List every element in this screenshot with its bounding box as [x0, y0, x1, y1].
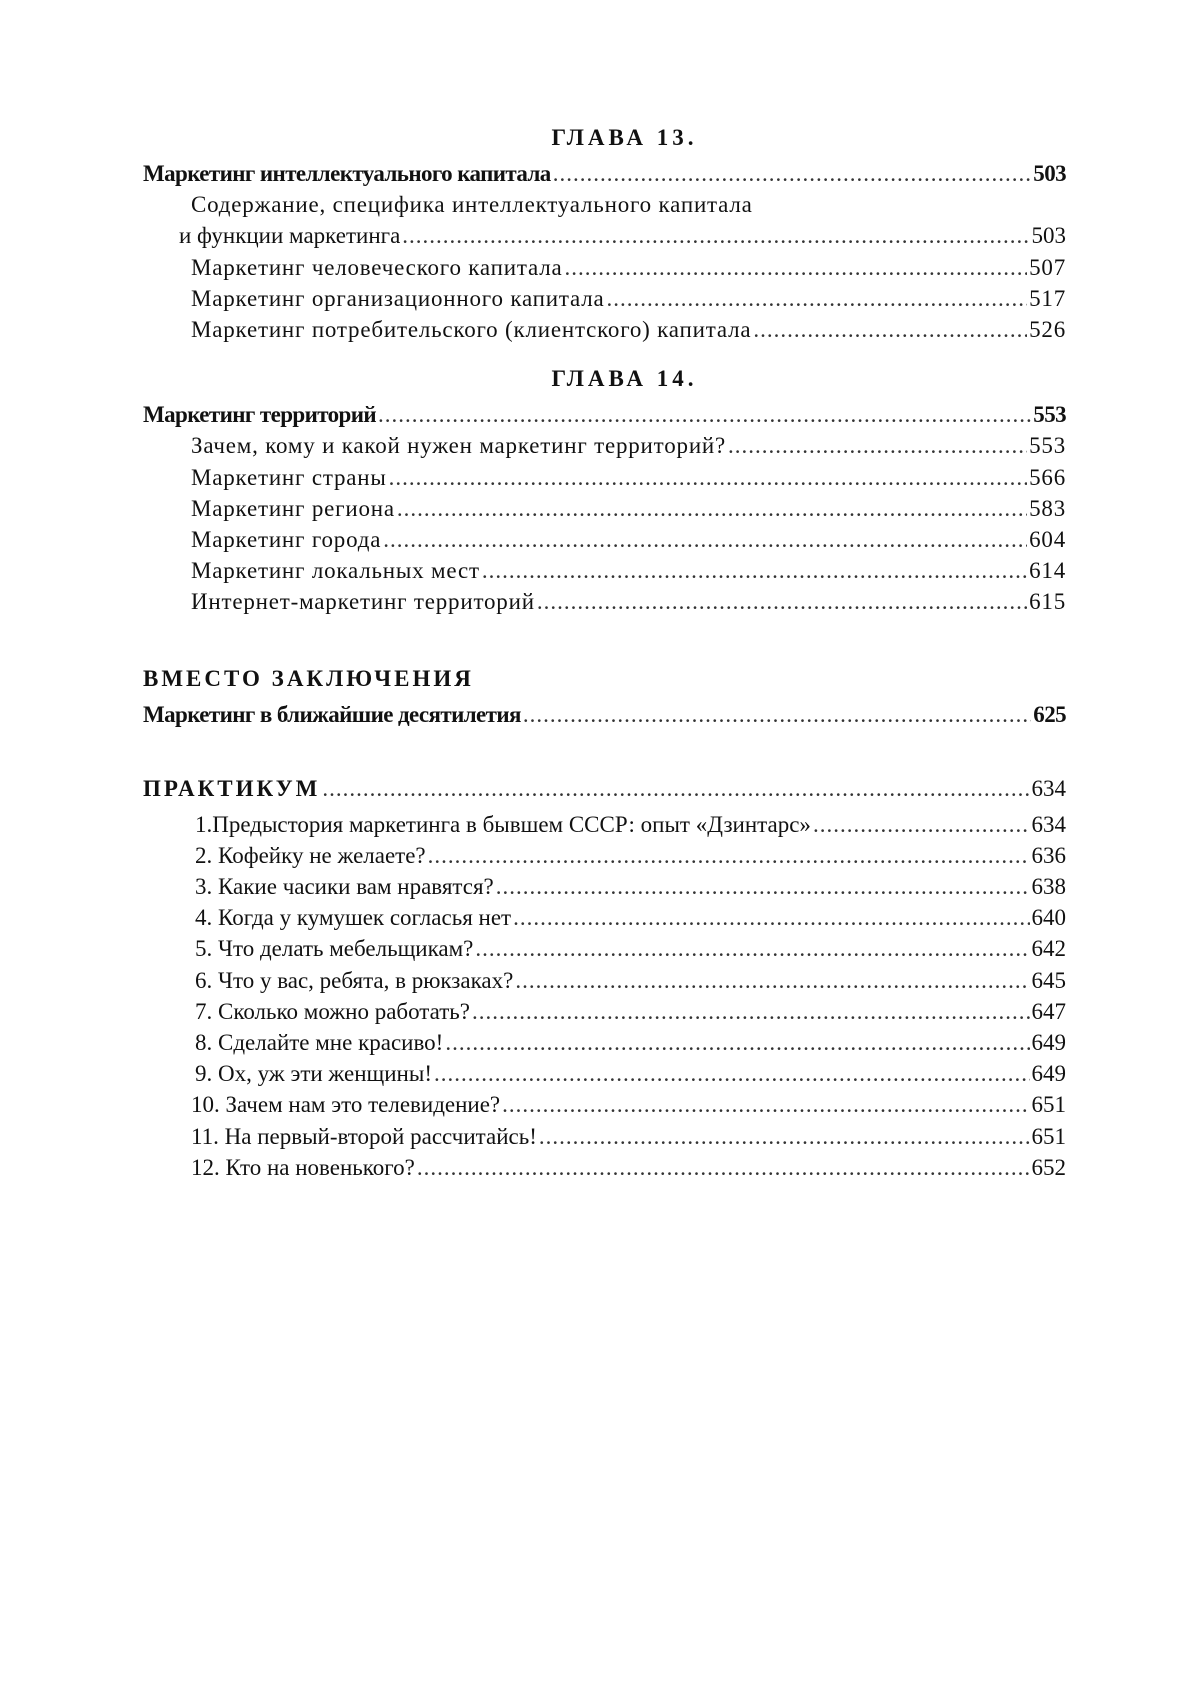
toc-entry[interactable]: [143, 1058, 1066, 1089]
entry-title: 8. Сделайте мне красиво!: [195, 1029, 444, 1055]
entry-page: 507: [1029, 254, 1066, 280]
entry-title: Маркетинг локальных мест: [191, 558, 480, 584]
toc-entry-line1: Содержание, специфика интеллектуального капитала: [191, 192, 753, 218]
entry-page: 651: [1031, 1092, 1066, 1118]
toc-entry[interactable]: [143, 1027, 1066, 1058]
chapter-13-heading: ГЛАВА 13.: [551, 125, 698, 150]
dot-leader: [383, 524, 1027, 555]
dot-leader: [553, 158, 1032, 189]
dot-leader: [472, 996, 1029, 1027]
entry-title: Маркетинг региона: [191, 495, 395, 521]
chapter-14-heading: ГЛАВА 14.: [551, 366, 698, 392]
toc-entry[interactable]: [143, 902, 1066, 933]
toc-entry-chapter-14-title[interactable]: [143, 399, 1066, 430]
entry-title: Маркетинг человеческого капитала: [191, 254, 563, 280]
dot-leader: [515, 965, 1029, 996]
toc-entry[interactable]: [143, 871, 1066, 902]
entry-page: 604: [1029, 526, 1066, 552]
entry-page: 503: [1033, 161, 1066, 186]
entry-page: 615: [1029, 589, 1066, 615]
toc-entry[interactable]: [143, 252, 1066, 283]
entry-title: Маркетинг потребительского (клиентского) капитала: [191, 316, 752, 342]
entry-page: 553: [1029, 433, 1066, 459]
toc-entry[interactable]: [143, 555, 1066, 586]
dot-leader: [434, 1058, 1030, 1089]
entry-page: 503: [1031, 223, 1066, 249]
toc-entry[interactable]: [143, 220, 1066, 251]
toc-entry-conclusion[interactable]: [143, 699, 1066, 730]
entry-page: 526: [1029, 316, 1066, 342]
entry-title: 3. Какие часики вам нравятся?: [195, 874, 494, 899]
toc-entry[interactable]: [143, 430, 1066, 461]
entry-page: 642: [1031, 936, 1066, 962]
entry-title: Маркетинг территорий: [143, 402, 377, 428]
entry-title: Маркетинг страны: [191, 464, 387, 490]
toc-entry[interactable]: [143, 965, 1066, 996]
entry-title: 9. Ох, уж эти женщины!: [195, 1061, 432, 1087]
toc-entry[interactable]: [143, 996, 1066, 1027]
entry-title: Маркетинг в ближайшие десятилетия: [143, 702, 521, 728]
entry-title: Маркетинг организационного капитала: [191, 285, 605, 311]
entry-page: 583: [1029, 495, 1066, 521]
toc-entry-chapter-13-title[interactable]: [143, 158, 1066, 189]
entry-page: 634: [1031, 775, 1066, 801]
toc-entry[interactable]: [143, 1089, 1066, 1120]
dot-leader: [753, 314, 1027, 345]
dot-leader: [523, 699, 1031, 730]
entry-title: Зачем, кому и какой нужен маркетинг территорий?: [191, 433, 727, 459]
toc-entry[interactable]: [143, 1152, 1066, 1183]
dot-leader: [389, 462, 1027, 493]
entry-page: 649: [1031, 1029, 1066, 1055]
entry-title: Интернет-маркетинг территорий: [191, 589, 535, 615]
entry-page: 553: [1033, 402, 1066, 428]
dot-leader: [496, 871, 1030, 902]
dot-leader: [539, 1121, 1030, 1152]
toc-content: [143, 118, 1066, 1183]
toc-entry-practicum[interactable]: [143, 769, 1066, 809]
toc-entry[interactable]: [143, 586, 1066, 617]
entry-page: 566: [1029, 464, 1066, 490]
dot-leader: [565, 252, 1028, 283]
toc-entry[interactable]: [143, 809, 1066, 840]
entry-page: 640: [1031, 905, 1066, 931]
dot-leader: [397, 493, 1027, 524]
conclusion-heading: ВМЕСТО ЗАКЛЮЧЕНИЯ: [143, 666, 474, 692]
dot-leader: [322, 769, 1029, 809]
dot-leader: [378, 399, 1031, 430]
entry-page: 638: [1031, 874, 1066, 899]
entry-page: 652: [1031, 1154, 1066, 1180]
dot-leader: [445, 1027, 1029, 1058]
dot-leader: [813, 809, 1030, 840]
entry-page: 649: [1031, 1061, 1066, 1087]
dot-leader: [475, 933, 1029, 964]
entry-title: 4. Когда у кумушек согласья нет: [195, 905, 512, 931]
entry-title: Маркетинг города: [191, 526, 382, 552]
entry-page: 614: [1029, 558, 1066, 584]
dot-leader: [402, 220, 1029, 251]
entry-title: 12. Кто на новенького?: [191, 1154, 415, 1180]
entry-title: 5. Что делать мебельщикам?: [195, 936, 474, 962]
dot-leader: [537, 586, 1027, 617]
entry-title: 2. Кофейку не желаете?: [195, 842, 426, 868]
dot-leader: [482, 555, 1027, 586]
toc-entry[interactable]: [143, 524, 1066, 555]
dot-leader: [417, 1152, 1030, 1183]
toc-entry[interactable]: [143, 462, 1066, 493]
dot-leader: [607, 283, 1028, 314]
entry-title: 10. Зачем нам это телевидение?: [191, 1092, 501, 1118]
practicum-heading: ПРАКТИКУМ: [143, 775, 321, 801]
entry-page: 517: [1029, 285, 1066, 311]
toc-entry[interactable]: [143, 283, 1066, 314]
dot-leader: [728, 430, 1027, 461]
toc-entry[interactable]: [143, 314, 1066, 345]
dot-leader: [428, 840, 1030, 871]
entry-page: 636: [1031, 842, 1066, 868]
entry-title: Маркетинг интеллектуального капитала: [143, 161, 551, 186]
toc-entry[interactable]: [143, 840, 1066, 871]
dot-leader: [513, 902, 1029, 933]
entry-page: 645: [1031, 967, 1066, 993]
entry-page: 651: [1031, 1123, 1066, 1149]
entry-page: 634: [1031, 811, 1066, 837]
entry-title: и функции маркетинга: [179, 223, 401, 249]
entry-title: 11. На первый-второй рассчитайсь!: [191, 1123, 537, 1149]
entry-title: 6. Что у вас, ребята, в рюкзаках?: [195, 967, 514, 993]
entry-page: 647: [1031, 998, 1066, 1024]
entry-title: 1.Предыстория маркетинга в бывшем СССР: опыт «Дзинтарс»: [195, 811, 811, 837]
toc-entry[interactable]: [143, 1121, 1066, 1152]
dot-leader: [502, 1089, 1029, 1120]
entry-page: 625: [1033, 702, 1066, 728]
entry-title: 7. Сколько можно работать?: [195, 998, 471, 1024]
toc-entry[interactable]: [143, 493, 1066, 524]
toc-entry[interactable]: [143, 933, 1066, 964]
